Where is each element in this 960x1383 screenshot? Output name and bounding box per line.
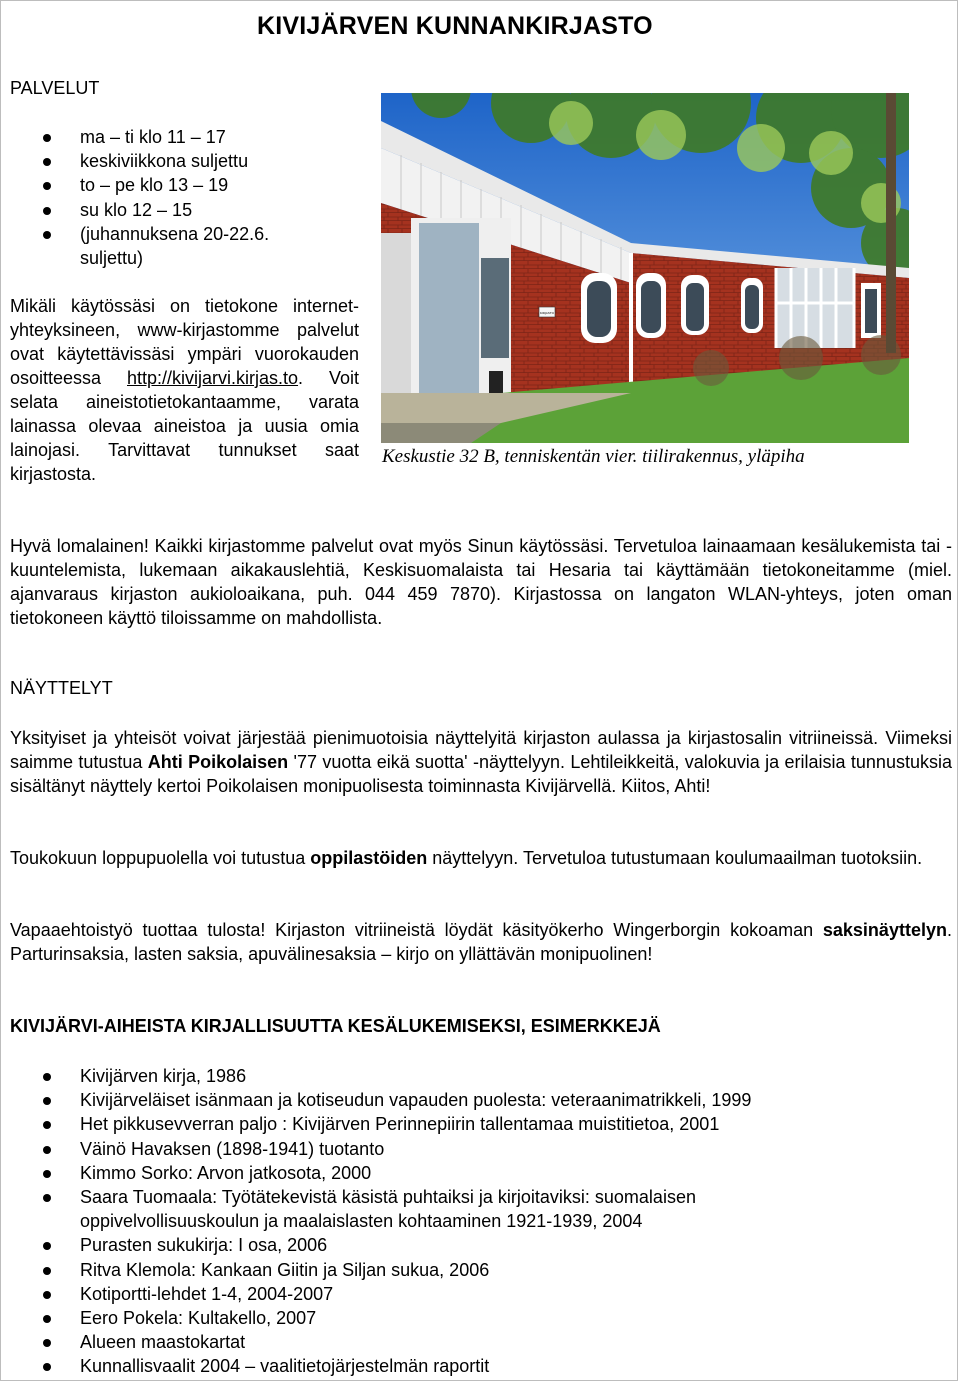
list-item: Kotiportti-lehdet 1-4, 2004-2007	[10, 1282, 840, 1306]
library-building-illustration	[381, 93, 909, 443]
welcome-paragraph: Hyvä lomalainen! Kaikki kirjastomme palvelut ovat myös Sinun käytössäsi. Tervetuloa lainaamaan kesälukemista tai -kuuntelemista, lukemaan aikakauslehtiä, Keskisuomalaista tai Hesaria tai käyttämään tietokoneitamme (miel. ajanvaraus kirjaston aukioloaikana, puh. 044 459 7870). Kirjastossa on langaton WLAN-yhteys, joten oman tietokoneen käyttö tiloissamme on mahdollista.	[10, 536, 952, 628]
list-item: Kivijärven kirja, 1986	[10, 1064, 840, 1088]
online-services-text: Mikäli käytössäsi on tietokone internet-yhteyksineen, www-kirjastomme palvelut ovat käytettävissäsi ympäri vuorokauden osoitteessa http://kivijarvi.kirjas.to. Voit selata aineistotietokantaamme, varata lainassa olevaa aineistoa ja uusia omia lainojasi. Tarvittavat tunnukset saat kirjastosta.	[10, 296, 359, 484]
list-item: Kunnallisvaalit 2004 – vaalitietojärjestelmän raportit	[10, 1354, 840, 1378]
list-item: Het pikkusevverran paljo : Kivijärven Perinnepiirin tallentamaa muistitietoa, 2001	[10, 1112, 840, 1136]
list-item: Eero Pokela: Kultakello, 2007	[10, 1306, 840, 1330]
sign-text: KIRJASTO	[540, 311, 554, 315]
nayttelyt-heading: NÄYTTELYT	[10, 678, 113, 698]
library-building-photo	[381, 93, 909, 443]
list-item: Alueen maastokartat	[10, 1330, 840, 1354]
list-item: Saara Tuomaala: Työtätekevistä käsistä puhtaiksi ja kirjoitaviksi: suomalaisen oppivelvollisuuskoulun ja maalaislasten kohtaaminen 1921-1939, 2004	[10, 1185, 840, 1233]
hours-item: (juhannuksena 20-22.6. suljettu)	[10, 222, 320, 270]
scissors-exhibition: saksinäyttelyn	[822, 920, 947, 940]
list-item: Ritva Klemola: Kankaan Giitin ja Siljan sukua, 2006	[10, 1258, 840, 1282]
list-item: Kimmo Sorko: Arvon jatkosota, 2000	[10, 1161, 840, 1185]
literature-heading: KIVIJÄRVI-AIHEISTA KIRJALLISUUTTA KESÄLUKEMISEKSI, ESIMERKKEJÄ	[10, 1016, 661, 1036]
exhibition-paragraph-3: Vapaaehtoistyö tuottaa tulosta! Kirjaston vitriineistä löydät käsityökerho Wingerborgin kokoaman saksinäyttelyn. Parturinsaksia, lasten saksia, apuvälinesaksia – kirjo on yllättävän monipuolinen!	[10, 920, 952, 964]
opening-hours-list	[10, 125, 320, 270]
photo-caption: Keskustie 32 B, tenniskentän vier. tiilirakennus, yläpiha	[382, 446, 805, 467]
hours-item: ma – ti klo 11 – 17	[10, 125, 320, 149]
library-web-link[interactable]: http://kivijarvi.kirjas.to	[127, 368, 299, 388]
student-works: oppilastöiden	[310, 848, 428, 868]
list-item: Väinö Havaksen (1898-1941) tuotanto	[10, 1137, 840, 1161]
exhibition-paragraph-1: Yksityiset ja yhteisöt voivat järjestää pienimuotoisia näyttelyitä kirjaston aulassa ja kirjastosalin vitriineissä. Viimeksi saimme tutustua Ahti Poikolaisen '77 vuotta eikä suotta' -näyttelyyn. Lehtileikkeitä, valokuvia ja erilaisia tunnustuksia sisältänyt näyttely kertoi Poikolaisen monipuolisesta toiminnasta Kivijärvellä. Kiitos, Ahti!	[10, 728, 952, 796]
palvelut-heading: PALVELUT	[10, 78, 100, 98]
list-item: Kivijärveläiset isänmaan ja kotiseudun vapauden puolesta: veteraanimatrikkeli, 1999	[10, 1088, 840, 1112]
hours-item: keskiviikkona suljettu	[10, 149, 320, 173]
literature-list	[10, 1064, 840, 1379]
page-title: KIVIJÄRVEN KUNNANKIRJASTO	[257, 12, 653, 40]
exhibitor-name: Ahti Poikolaisen	[147, 752, 289, 772]
exhibition-paragraph-2: Toukokuun loppupuolella voi tutustua oppilastöiden näyttelyyn. Tervetuloa tutustumaan koulumaailman tuotoksiin.	[10, 848, 923, 868]
hours-item: to – pe klo 13 – 19	[10, 173, 320, 197]
list-item: Purasten sukukirja: I osa, 2006	[10, 1233, 840, 1257]
hours-item: su klo 12 – 15	[10, 198, 320, 222]
